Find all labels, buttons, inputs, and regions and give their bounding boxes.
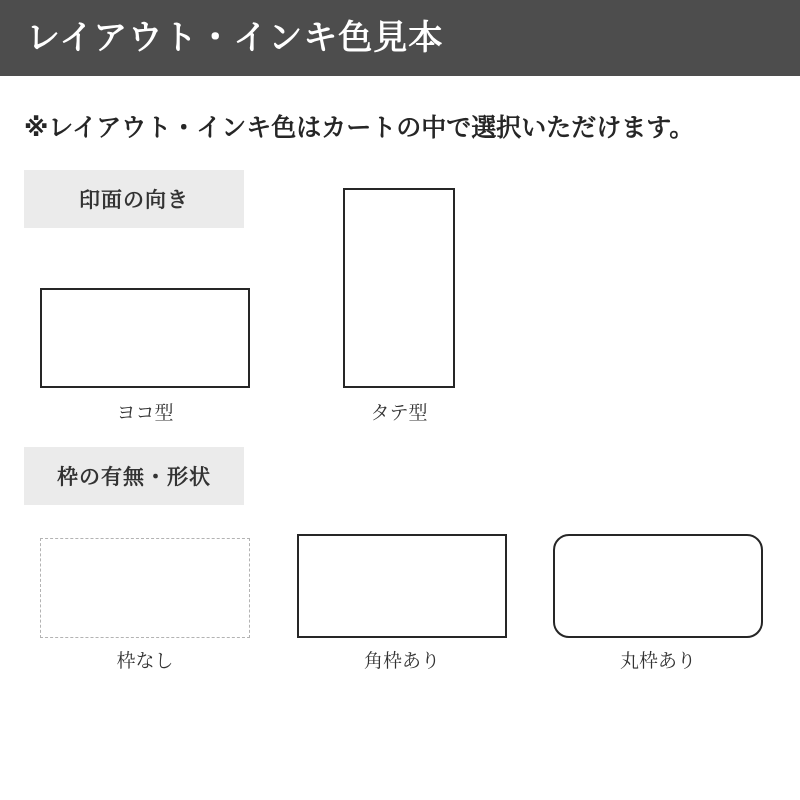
- sample-caption-no-frame: 枠なし: [116, 651, 174, 672]
- sample-shape-rounded-frame: [553, 534, 763, 638]
- sample-caption-tate: タテ型: [370, 403, 428, 424]
- notice-text: ※レイアウト・インキ色はカートの中で選択いただけます。: [24, 114, 695, 142]
- sample-caption-rounded-frame: 丸枠あり: [619, 651, 696, 672]
- page-header: [0, 0, 800, 76]
- sample-caption-yoko: ヨコ型: [116, 403, 174, 424]
- sample-shape-yoko: [40, 288, 250, 388]
- sample-caption-square-frame: 角枠あり: [363, 651, 440, 672]
- section-label-frame: 枠の有無・形状: [24, 447, 244, 505]
- section-label-orientation: 印面の向き: [24, 170, 244, 228]
- sample-shape-square-frame: [297, 534, 507, 638]
- sample-shape-tate: [343, 188, 455, 388]
- sample-shape-no-frame: [40, 538, 250, 638]
- page-title: レイアウト・インキ色見本: [26, 19, 444, 57]
